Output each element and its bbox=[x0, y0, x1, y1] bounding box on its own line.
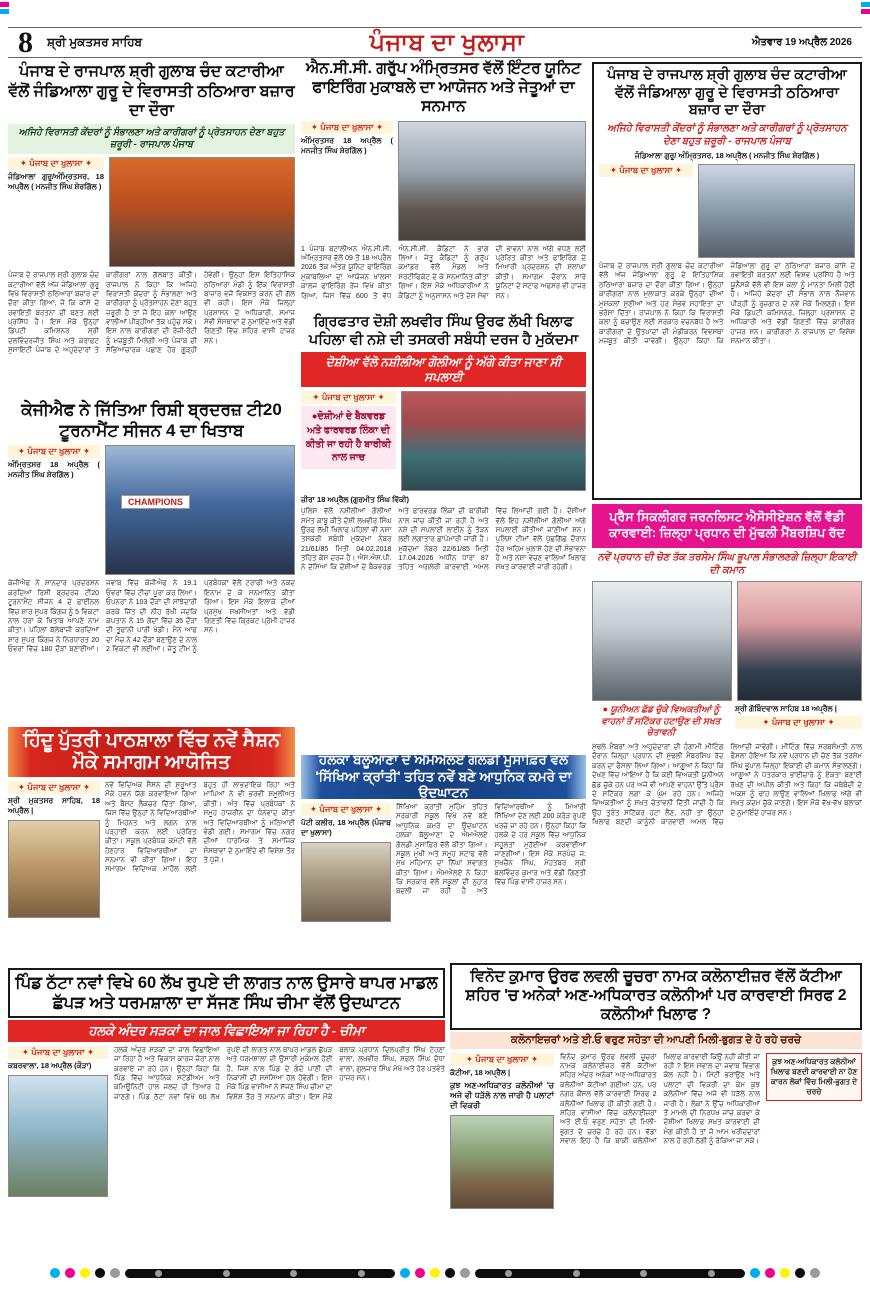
article-subhead: ਅਜਿਹੇ ਵਿਰਾਸਤੀ ਕੇਂਦਰਾਂ ਨੂੰ ਸੰਭਾਲਣਾ ਅਤੇ ਕਾਰੀਗਰਾਂ ਨੂੰ ਪ੍ਰੋਤਸਾਹਨ ਦੇਣਾ ਬਹੁਤ ਜ਼ਰੂਰੀ - ਰਾਜਪਾਲ ਪੰਜਾਬ bbox=[607, 123, 847, 148]
article-headline: ਗ੍ਰਿਫਤਾਰ ਦੋਸ਼ੀ ਲਖਵੀਰ ਸਿੰਘ ਉਰਫ ਲੱਖੀ ਖਿਲਾਫ ਪਹਿਲਾ ਵੀ ਨਸ਼ੇ ਦੀ ਤਸਕਰੀ ਸਬੰਧੀ ਦਰਜ ਹੈ ਮੁਕੱਦਮਾ bbox=[308, 314, 579, 348]
reg-dot-gray bbox=[460, 1268, 470, 1278]
reg-dot-yellow bbox=[430, 1268, 440, 1278]
masthead bbox=[8, 27, 862, 58]
article-headline: ਵਿਨੋਦ ਕੁਮਾਰ ਉਰਫ ਲਵਲੀ ਚੂਚਰਾ ਨਾਮਕ ਕਲੋਨਾਈਜ਼ਰ ਵੱਲੋਂ ਕੱਟੀਆ ਸ਼ਹਿਰ 'ਚ ਅਨੇਕਾਂ ਅਣ-ਅਧਿਕਾਰਤ ਕਲੋਨੀਆਂ ਪਰ ਕਾਰਵਾਈ ਸਿਰਫ 2 ਕਲੋਨੀਆਂ ਖਿਲਾਫ ? bbox=[450, 963, 862, 1030]
article-photo-stage bbox=[109, 157, 295, 267]
article-subhead: ਨਵੇਂ ਪ੍ਰਧਾਨ ਦੀ ਚੋਣ ਤੱਕ ਤਰਸੇਮ ਸਿੰਘ ਭੂਪਾਲ ਸੰਭਾਲਣਗੇ ਜ਼ਿਲ੍ਹਾ ਇਕਾਈ ਦੀ ਕਮਾਨ bbox=[597, 552, 857, 576]
reg-dot-magenta bbox=[65, 1268, 75, 1278]
article-body: ਹਲਕੇ ਅੰਦਰ ਸੜਕਾਂ ਦਾ ਜਾਲ ਵਿਛਾਇਆ ਜਾ ਰਿਹਾ ਹੈ ਅਤੇ ਵਿਕਾਸ ਕਾਰਜ ਜ਼ੋਰਾਂ ਨਾਲ ਕਰਵਾਏ ਜਾ ਰਹੇ ਹਨ। ਉਨ੍ਹਾਂ ਕਿਹਾ ਕਿ ਪਿੰਡ ਵਿੱਚ ਆਧੁਨਿਕ ਸਟੇਡੀਅਮ ਅਤੇ ਕਮਿਊਨਿਟੀ ਹਾਲ ਜਲਦ ਹੀ ਤਿਆਰ ਹੋ ਜਾਣਗੇ। ਪਿੰਡ ਠੱਟਾ ਨਵਾਂ ਵਿਖੇ 60 ਲੱਖ ਰੁਪਏ ਦੀ ਲਾਗਤ ਨਾਲ ਥਾਪਰ ਮਾਡਲ ਛੱਪੜ ਅਤੇ ਧਰਮਸ਼ਾਲਾ ਦੀ ਉਸਾਰੀ ਮੁਕੰਮਲ ਹੋਈ ਹੈ, ਜਿਸ ਨਾਲ ਪਿੰਡ ਦੇ ਗੰਦੇ ਪਾਣੀ ਦੀ ਨਿਕਾਸੀ ਦੀ ਸਮੱਸਿਆ ਹੱਲ ਹੋਵੇਗੀ। ਇਸ ਮੌਕੇ ਪਿੰਡ ਵਾਸੀਆਂ ਨੇ ਸੱਜਣ ਸਿੰਘ ਚੀਮਾ ਦਾ ਵਿਸ਼ੇਸ਼ ਤੌਰ ਤੇ ਸਨਮਾਨ ਕੀਤਾ। ਇਸ ਮੌਕੇ ਬਲਾਕ ਪ੍ਰਧਾਨ ਦਿਲਪ੍ਰੀਤ ਸਿੰਘ ਟੇਹਣਾ ਵਾਲਾ, ਲਖਵੀਰ ਸਿੰਘ, ਸਫਲ ਸਿੰਘ ਦੋਧਾ ਵਾਲਾ, ਗੁਲਜਾਰ ਸਿੰਘ ਮੋਖੇ ਅਤੇ ਹੋਰ ਪਤਵੰਤੇ ਹਾਜ਼ਰ ਸਨ। bbox=[114, 1046, 445, 1101]
reg-dot-cyan bbox=[400, 1268, 410, 1278]
article-byline: ਪੱਟੀ ਕਲੀਰ, 18 ਅਪ੍ਰੈਲ (ਪੰਜਾਬ ਦਾ ਖੁਲਾਸਾ) bbox=[301, 818, 391, 837]
article-strip-subhead: ਕਲੋਨਾਇਜ਼ਰਾਂ ਅਤੇ ਈ.ਓ ਵਰੁਣ ਸਹੋਤਾ ਦੀ ਆਪਣੀ ਮਿਲੀ-ਭੁਗਤ ਦੇ ਹੋ ਰਹੇ ਚਰਚੇ bbox=[450, 1032, 862, 1049]
article-body: ਪੰਜਾਬ ਦੇ ਰਾਜਪਾਲ ਸ਼੍ਰੀ ਗੁਲਾਬ ਚੰਦ ਕਟਾਰੀਆ ਵੱਲੋਂ ਅੱਜ ਜੰਡਿਆਲਾ ਗੁਰੂ ਵਿਖੇ ਵਿਰਾਸਤੀ ਠਠਿਆਰਾ ਬਜ਼ਾਰ ਦਾ ਦੌਰਾ ਕੀਤਾ ਗਿਆ, ਜੋ ਕਿ ਕਾਂਸੇ ਦੇ ਰਵਾਇਤੀ ਬਰਤਨਾਂ ਦੀ ਬਣਤ ਲਈ ਪ੍ਰਸਿੱਧ ਹੈ। ਇਸ ਮੌਕੇ ਉਨ੍ਹਾਂ ਡਿਪਟੀ ਕਮਿਸ਼ਨਰ ਸ਼੍ਰੀ ਦਲਵਿੰਦਰਜੀਤ ਸਿੰਘ ਅਤੇ ਕਰਾਫਟ ਸੁਸਾਇਟੀ ਪੰਜਾਬ ਦੇ ਅਹੁਦੇਦਾਰਾਂ ਤੇ ਕਾਰੀਗਰਾਂ ਨਾਲ ਗੱਲਬਾਤ ਕੀਤੀ। ਰਾਜਪਾਲ ਨੇ ਕਿਹਾ ਕਿ ਅਜਿਹੇ ਵਿਰਾਸਤੀ ਕੇਂਦਰਾਂ ਨੂੰ ਸੰਭਾਲਣਾ ਅਤੇ ਕਾਰੀਗਰਾਂ ਨੂੰ ਪ੍ਰੋਤਸਾਹਨ ਦੇਣਾ ਬਹੁਤ ਜ਼ਰੂਰੀ ਹੈ ਤਾਂ ਜੋ ਇਹ ਕਲਾ ਆਉਣ ਵਾਲੀਆਂ ਪੀੜ੍ਹੀਆਂ ਤੱਕ ਪਹੁੰਚ ਸਕੇ। ਇਸ ਨਾਲ ਕਾਰੀਗਰਾਂ ਦੀ ਰੋਜ਼ੀ-ਰੋਟੀ ਨੂੰ ਮਜ਼ਬੂਤੀ ਮਿਲੇਗੀ ਅਤੇ ਪੰਜਾਬ ਦੀ ਸੱਭਿਆਚਾਰਕ ਪਛਾਣ ਹੋਰ ਗੂੜ੍ਹੀ ਹੋਵੇਗੀ। ਉਨ੍ਹਾਂ ਇਸ ਇਤਿਹਾਸਿਕ ਠਠਿਆਰਾ ਮੰਡੀ ਨੂੰ ਇੱਕ ਵਿਰਾਸਤੀ ਬਾਜ਼ਾਰ ਵਜੋਂ ਵਿਕਸਤ ਕਰਨ ਦੀ ਗੱਲ ਵੀ ਕਹੀ। ਇਸ ਮੌਕੇ ਜ਼ਿਲ੍ਹਾ ਪ੍ਰਸ਼ਾਸਨ ਦੇ ਅਧਿਕਾਰੀ, ਸਮਾਜ ਸੇਵੀ ਸੰਸਥਾਵਾਂ ਦੇ ਨੁਮਾਇੰਦੇ ਅਤੇ ਵੱਡੀ ਗਿਣਤੀ ਵਿੱਚ ਸ਼ਹਿਰ ਵਾਸੀ ਹਾਜ਼ਰ ਸਨ। bbox=[8, 272, 295, 355]
article-photo-portrait bbox=[737, 581, 862, 701]
article-photo-cadets bbox=[398, 121, 586, 241]
reg-bar bbox=[475, 1269, 745, 1278]
article-byline: ਕੱਟੀਆ, 18 ਅਪ੍ਰੈਲ | bbox=[450, 1067, 511, 1077]
article-pathshala bbox=[8, 727, 295, 963]
article-village-pond bbox=[8, 968, 445, 1258]
article-subhead: ਅਜਿਹੇ ਵਿਰਾਸਤੀ ਕੇਂਦਰਾਂ ਨੂੰ ਸੰਭਾਲਣਾ ਅਤੇ ਕਾਰੀਗਰਾਂ ਨੂੰ ਪ੍ਰੋਤਸਾਹਨ ਦੇਣਾ ਬਹੁਤ ਜ਼ਰੂਰੀ - ਰਾਜਪਾਲ ਪੰਜਾਬ bbox=[8, 124, 295, 155]
article-mla-classroom bbox=[301, 751, 586, 960]
article-photo-car bbox=[592, 581, 732, 701]
article-strip-subhead: ਹਲਕੇ ਅੰਦਰ ਸੜਕਾਂ ਦਾ ਜਾਲ ਵਿਛਾਇਆ ਜਾ ਰਿਹਾ ਹੈ - ਚੀਮਾ bbox=[8, 1020, 445, 1042]
article-photo-felicitation bbox=[301, 842, 391, 922]
reg-dot-yellow bbox=[780, 1268, 790, 1278]
print-mark bbox=[0, 2, 9, 7]
article-photo-police bbox=[401, 391, 586, 491]
article-note-box: ਕੁਝ ਅਣ-ਅਧਿਕਾਰਤ ਕਲੋਨੀਆਂ ਖਿਲਾਫ ਬਣਦੀ ਕਾਰਵਾਈ ਨਾ ਹੋਣ ਕਾਰਨ ਲੋਕਾਂ ਵਿੱਚ ਮਿਲੀ-ਭੁਗਤ ਦੇ ਚਰਚੇ bbox=[766, 1053, 862, 1101]
article-drug-case bbox=[301, 314, 586, 746]
article-byline: ਜੰਡਿਆਲਾ ਗੁਰੂ/ ਅੰਮ੍ਰਿਤਸਰ, 18 ਅਪ੍ਰੈਲ ( ਮਨਜੀਤ ਸਿੰਘ ਸ਼ੇਰਗਿੱਲ ) bbox=[634, 151, 820, 161]
edition-name: ਸ਼੍ਰੀ ਮੁਕਤਸਰ ਸਾਹਿਬ bbox=[47, 35, 143, 49]
article-bullet-box: ●ਦੋਸ਼ੀਆਂ ਦੇ ਬੈਕਵਰਡ ਅਤੇ ਫਾਰਵਰਡ ਲਿੰਕਾ ਦੀ ਕੀਤੀ ਜਾ ਰਹੀ ਹੈ ਬਾਰੀਕੀ ਨਾਲ ਜਾਚ bbox=[301, 406, 396, 469]
print-mark bbox=[0, 9, 9, 14]
article-governor-left bbox=[8, 62, 295, 398]
article-byline: ਅੰਮ੍ਰਿਤਸਰ 18 ਅਪ੍ਰੈਲ ( ਮਨਜੀਤ ਸਿੰਘ ਸ਼ੇਰਗਿੱਲ ) bbox=[301, 135, 393, 155]
article-photo-excavator bbox=[450, 1115, 554, 1209]
article-byline: ਅੰਮ੍ਰਿਤਸਰ 18 ਅਪ੍ਰੈਲ ( ਮਨਜੀਤ ਸਿੰਘ ਸ਼ੇਰਗਿੱਲ ) bbox=[8, 460, 100, 480]
article-press-association bbox=[592, 504, 862, 960]
article-body: ਪੰਜਾਬ ਦੇ ਰਾਜਪਾਲ ਸ਼੍ਰੀ ਗੁਲਾਬ ਚੰਦ ਕਟਾਰੀਆ ਵੱਲੋਂ ਅੱਜ ਜੰਡਿਆਲਾ ਗੁਰੂ ਦੇ ਇਤਿਹਾਸਿਕ ਠਠਿਆਰਾ ਬਜ਼ਾਰ ਦਾ ਦੌਰਾ ਕੀਤਾ ਗਿਆ। ਉਨ੍ਹਾਂ ਕਾਰੀਗਰਾਂ ਨਾਲ ਮੁਲਾਕਾਤ ਕਰਕੇ ਉਨ੍ਹਾਂ ਦੀਆਂ ਮੁਸ਼ਕਲਾਂ ਸੁਣੀਆਂ ਅਤੇ ਹਰ ਸੰਭਵ ਸਹਾਇਤਾ ਦਾ ਭਰੋਸਾ ਦਿੱਤਾ। ਰਾਜਪਾਲ ਨੇ ਕਿਹਾ ਕਿ ਵਿਰਾਸਤੀ ਕਲਾ ਨੂੰ ਬਚਾਉਣ ਲਈ ਸਰਕਾਰ ਵਚਨਬੱਧ ਹੈ ਅਤੇ ਕਾਰੀਗਰਾਂ ਦੇ ਉਤਪਾਦਾਂ ਦੀ ਮੰਡੀਕਰਨ ਵਿਵਸਥਾ ਮਜ਼ਬੂਤ ਕੀਤੀ ਜਾਵੇਗੀ। ਉਨ੍ਹਾਂ ਕਿਹਾ ਕਿ ਜੰਡਿਆਲਾ ਗੁਰੂ ਦਾ ਠਠਿਆਰਾ ਬਜ਼ਾਰ ਕਾਂਸੇ ਦੇ ਰਵਾਇਤੀ ਬਰਤਨਾਂ ਲਈ ਵਿਸ਼ਵ ਪ੍ਰਸਿੱਧ ਹੈ ਅਤੇ ਯੂਨੈਸਕੋ ਵੱਲੋਂ ਵੀ ਇਸ ਕਲਾ ਨੂੰ ਮਾਨਤਾ ਮਿਲੀ ਹੋਈ ਹੈ। ਅਜਿਹੇ ਕੇਂਦਰਾਂ ਦੀ ਸੰਭਾਲ ਨਾਲ ਨੌਜਵਾਨ ਪੀੜ੍ਹੀ ਨੂੰ ਰੁਜ਼ਗਾਰ ਦੇ ਨਵੇਂ ਮੌਕੇ ਮਿਲਣਗੇ। ਇਸ ਮੌਕੇ ਡਿਪਟੀ ਕਮਿਸ਼ਨਰ, ਜ਼ਿਲ੍ਹਾ ਪ੍ਰਸ਼ਾਸਨ ਦੇ ਅਧਿਕਾਰੀ ਅਤੇ ਵੱਡੀ ਗਿਣਤੀ ਵਿੱਚ ਕਾਰੀਗਰ ਹਾਜ਼ਰ ਸਨ। ਕਾਰੀਗਰਾਂ ਨੇ ਰਾਜਪਾਲ ਦਾ ਵਿਸ਼ੇਸ਼ ਸਨਮਾਨ ਕੀਤਾ। bbox=[599, 263, 855, 346]
article-body: ਪੁਲਿਸ ਵੱਲੋਂ ਨਸ਼ੀਲੀਆਂ ਗੋਲੀਆਂ ਸਮੇਤ ਕਾਬੂ ਕੀਤੇ ਦੋਸ਼ੀ ਲਖਵੀਰ ਸਿੰਘ ਉਰਫ ਲੱਖੀ ਖਿਲਾਫ ਪਹਿਲਾਂ ਵੀ ਨਸ਼ਾ ਤਸਕਰੀ ਸਬੰਧੀ ਮੁਕੱਦਮਾ ਨੰਬਰ 21/61/85 ਮਿਤੀ 04.02.2018 ਤਹਿਤ ਕੇਸ ਦਰਜ ਹੈ। ਐਸ.ਐਸ.ਪੀ. ਨੇ ਦੱਸਿਆ ਕਿ ਦੋਸ਼ੀਆਂ ਦੇ ਬੈਕਵਰਡ ਅਤੇ ਫਾਰਵਰਡ ਲਿੰਕਾਂ ਦੀ ਬਾਰੀਕੀ ਨਾਲ ਜਾਂਚ ਕੀਤੀ ਜਾ ਰਹੀ ਹੈ ਅਤੇ ਨਸ਼ੇ ਦੀ ਸਪਲਾਈ ਲਾਈਨ ਨੂੰ ਤੋੜਨ ਲਈ ਲਗਾਤਾਰ ਛਾਪੇਮਾਰੀ ਜਾਰੀ ਹੈ। ਮੁਕੱਦਮਾ ਨੰਬਰ 22/61/85 ਮਿਤੀ 17.04.2026 ਅਧੀਨ ਧਾਰਾ 87 ਤਹਿਤ ਅਗਲੇਰੀ ਕਾਰਵਾਈ ਅਮਲ ਵਿੱਚ ਲਿਆਂਦੀ ਗਈ ਹੈ। ਦੋਸ਼ੀਆਂ ਵੱਲੋਂ ਇਹ ਨਸ਼ੀਲੀਆਂ ਗੋਲੀਆਂ ਅੱਗੇ ਸਪਲਾਈ ਕੀਤੀਆਂ ਜਾਣੀਆਂ ਸਨ। ਪੁਲਿਸ ਟੀਮਾਂ ਵੱਲੋਂ ਪੁੱਛਗਿੱਛ ਦੌਰਾਨ ਹੋਰ ਅਹਿਮ ਖੁਲਾਸੇ ਹੋਣ ਦੀ ਸੰਭਾਵਨਾ ਹੈ ਅਤੇ ਨਸ਼ਾ ਵੇਚਣ ਵਾਲਿਆਂ ਖਿਲਾਫ ਸਖ਼ਤ ਕਾਰਵਾਈ ਜਾਰੀ ਰਹੇਗੀ। bbox=[301, 508, 586, 572]
article-body: ਸਿੱਖਿਆ ਕ੍ਰਾਂਤੀ ਮੁਹਿੰਮ ਤਹਿਤ ਸਰਕਾਰੀ ਸਕੂਲ ਵਿਖੇ ਨਵੇਂ ਬਣੇ ਆਧੁਨਿਕ ਕਮਰੇ ਦਾ ਉਦਘਾਟਨ ਹਲਕਾ ਬੱਲੂਆਣਾ ਦੇ ਐਮਐਲਏ ਗੋਲਡੀ ਮੁਸਾਫ਼ਿਰ ਵੱਲੋਂ ਕੀਤਾ ਗਿਆ। ਸਕੂਲ ਮੁਖੀ ਅਤੇ ਸਮੂਹ ਸਟਾਫ ਵੱਲੋਂ ਮੁੱਖ ਮਹਿਮਾਨ ਦਾ ਨਿੱਘਾ ਸਵਾਗਤ ਕੀਤਾ ਗਿਆ। ਐਮਐਲਏ ਨੇ ਕਿਹਾ ਕਿ ਸਰਕਾਰ ਵੱਲੋਂ ਸਕੂਲਾਂ ਦੀ ਨੁਹਾਰ ਬਦਲੀ ਜਾ ਰਹੀ ਹੈ ਅਤੇ ਵਿਦਿਆਰਥੀਆਂ ਨੂੰ ਮਿਆਰੀ ਸਿੱਖਿਆ ਦੇਣ ਲਈ 200 ਕਰੋੜ ਰੁਪਏ ਖਰਚੇ ਜਾ ਰਹੇ ਹਨ। ਉਨ੍ਹਾਂ ਕਿਹਾ ਕਿ ਹਲਕੇ ਦੇ ਹਰ ਸਕੂਲ ਵਿੱਚ ਆਧੁਨਿਕ ਸਹੂਲਤਾਂ ਮੁਹੱਈਆ ਕਰਵਾਈਆਂ ਜਾਣਗੀਆਂ। ਇਸ ਮੌਕੇ ਸਰਪੰਚ ਜ: ਸੁਖਚੈਨ ਸਿੰਘ, ਮੋਹਤਬਰ ਸ਼੍ਰੀ ਬਲਵਿੰਦਰ ਕੁਮਾਰ ਅਤੇ ਵੱਡੀ ਗਿਣਤੀ ਵਿੱਚ ਪਿੰਡ ਵਾਸੀ ਹਾਜ਼ਰ ਸਨ। bbox=[396, 804, 586, 896]
reg-dot-gray bbox=[110, 1268, 120, 1278]
article-banner-headline: ਪ੍ਰੈਸ ਸਿਕਲੀਗਰ ਜਰਨਲਿਸਟ ਐਸੋਸੀਏਸ਼ਨ ਵੱਲੋਂ ਵੱਡੀ ਕਾਰਵਾਈ: ਜ਼ਿਲ੍ਹਾ ਪ੍ਰਧਾਨ ਦੀ ਮੁੱਢਲੀ ਮੈਂਬਰਸ਼ਿਪ ਰੱਦ bbox=[592, 504, 862, 548]
press-tag: ✦ ਪੰਜਾਬ ਦਾ ਖੁਲਾਸਾ ✦ bbox=[8, 157, 104, 170]
article-photo-officials bbox=[698, 164, 855, 258]
press-tag: ✦ ਪੰਜਾਬ ਦਾ ਖੁਲਾਸਾ ✦ bbox=[8, 781, 100, 794]
registration-marks bbox=[8, 1266, 862, 1280]
press-tag: ✦ ਪੰਜਾਬ ਦਾ ਖੁਲਾਸਾ ✦ bbox=[8, 1046, 108, 1059]
press-tag: ✦ ਪੰਜਾਬ ਦਾ ਖੁਲਾਸਾ ✦ bbox=[450, 1053, 554, 1066]
article-body: ਮੁੱਢਲੇ ਮੈਂਬਰਾਂ ਅਤੇ ਅਹੁਦੇਦਾਰਾਂ ਦੀ ਹੰਗਾਮੀ ਮੀਟਿੰਗ ਦੌਰਾਨ ਜ਼ਿਲ੍ਹਾ ਪ੍ਰਧਾਨ ਦੀ ਮੁੱਢਲੀ ਮੈਂਬਰਸ਼ਿਪ ਰੱਦ ਕਰਨ ਦਾ ਫੈਸਲਾ ਲਿਆ ਗਿਆ। ਆਗੂਆਂ ਨੇ ਕਿਹਾ ਕਿ ਦੇਖਣ ਵਿੱਚ ਆਇਆ ਹੈ ਕਿ ਕਈ ਵਿਅਕਤੀ ਯੂਨੀਅਨ ਛੱਡ ਚੁੱਕੇ ਹਨ ਪਰ ਅਜੇ ਵੀ ਆਪਣੇ ਵਾਹਨਾਂ ਉੱਤੇ ਪ੍ਰੈਸ ਦੇ ਸਟਿੱਕਰ ਲਗਾ ਕੇ ਘੁੰਮ ਰਹੇ ਹਨ। ਅਜਿਹੇ ਵਿਅਕਤੀਆਂ ਨੂੰ ਸਖ਼ਤ ਚੇਤਾਵਨੀ ਦਿੱਤੀ ਜਾਂਦੀ ਹੈ ਕਿ ਉਹ ਤੁਰੰਤ ਸਟਿੱਕਰ ਹਟਾ ਲੈਣ, ਨਹੀਂ ਤਾਂ ਉਨ੍ਹਾਂ ਖਿਲਾਫ ਬਣਦੀ ਕਾਨੂੰਨੀ ਕਾਰਵਾਈ ਅਮਲ ਵਿੱਚ ਲਿਆਂਦੀ ਜਾਵੇਗੀ। ਮੀਟਿੰਗ ਵਿੱਚ ਸਰਬਸੰਮਤੀ ਨਾਲ ਫੈਸਲਾ ਹੋਇਆ ਕਿ ਨਵੇਂ ਪ੍ਰਧਾਨ ਦੀ ਚੋਣ ਤੱਕ ਤਰਸੇਮ ਸਿੰਘ ਭੂਪਾਲ ਜ਼ਿਲ੍ਹਾ ਇਕਾਈ ਦੀ ਕਮਾਨ ਸੰਭਾਲਣਗੇ। ਆਗੂਆਂ ਨੇ ਪੱਤਰਕਾਰ ਭਾਈਚਾਰੇ ਨੂੰ ਏਕਤਾ ਬਣਾਈ ਰੱਖਣ ਦੀ ਅਪੀਲ ਕੀਤੀ ਅਤੇ ਕਿਹਾ ਕਿ ਜਥੇਬੰਦੀ ਦੇ ਅਕਸ ਨੂੰ ਢਾਹ ਲਾਉਣ ਵਾਲਿਆਂ ਖਿਲਾਫ ਅੱਗੇ ਵੀ ਸਖ਼ਤ ਕਦਮ ਚੁੱਕੇ ਜਾਣਗੇ। ਇਸ ਮੌਕੇ ਵੱਖ-ਵੱਖ ਬਲਾਕਾਂ ਦੇ ਨੁਮਾਇੰਦੇ ਹਾਜ਼ਰ ਸਨ। bbox=[592, 744, 862, 827]
article-banner-headline: ਹਲਕਾ ਬੱਲੂਆਣਾ ਦੇ ਐਮਐਲਏ ਗੋਲਡੀ ਮੁਸਾਫ਼ਿਰ ਵੱਲੋਂ 'ਸਿੱਖਿਆ ਕ੍ਰਾਂਤੀ' ਤਹਿਤ ਨਵੇਂ ਬਣੇ ਆਧੁਨਿਕ ਕਮਰੇ ਦਾ ਉਦਘਾਟਨ bbox=[301, 755, 586, 799]
photo-caption: ● ਯੂਨੀਅਨ ਛੱਡ ਚੁੱਕੇ ਵਿਅਕਤੀਆਂ ਨੂੰ ਵਾਹਨਾਂ ਤੋਂ ਸਟਿੱਕਰ ਹਟਾਉਣ ਦੀ ਸਖਤ ਚੇਤਾਵਨੀ bbox=[601, 704, 721, 738]
article-body: ਨਵੇਂ ਵਿਦਿਅਕ ਸੈਸ਼ਨ ਦੀ ਸ਼ੁਰੂਆਤ ਮੌਕੇ ਹਵਨ ਯੱਗ ਕਰਵਾਇਆ ਗਿਆ ਅਤੇ ਬੈਸਟ ਲੈਕਚਰ ਦਿੱਤਾ ਗਿਆ, ਜਿਸ ਵਿੱਚ ਉਨ੍ਹਾਂ ਨੇ ਵਿਦਿਆਰਥੀਆਂ ਨੂੰ ਮਿਹਨਤ ਅਤੇ ਲਗਨ ਨਾਲ ਪੜ੍ਹਾਈ ਕਰਨ ਲਈ ਪ੍ਰੇਰਿਤ ਕੀਤਾ। ਸਕੂਲ ਪ੍ਰਬੰਧਕ ਕਮੇਟੀ ਵੱਲੋਂ ਹੋਣਹਾਰ ਵਿਦਿਆਰਥੀਆਂ ਦਾ ਸਨਮਾਨ ਵੀ ਕੀਤਾ ਗਿਆ। ਇਹ ਸਮਾਗਮ ਵਿਦਿਅਕ ਮਾਹੌਲ ਲਈ ਬਹੁਤ ਹੀ ਲਾਭਦਾਇਕ ਰਿਹਾ ਅਤੇ ਮਾਪਿਆਂ ਨੇ ਵੀ ਭਰਵੀਂ ਸ਼ਮੂਲੀਅਤ ਕੀਤੀ। ਅੰਤ ਵਿੱਚ ਪ੍ਰਬੰਧਕਾਂ ਨੇ ਸਮੂਹ ਹਾਜ਼ਰੀਨ ਦਾ ਧੰਨਵਾਦ ਕੀਤਾ ਅਤੇ ਵਿਦਿਆਰਥੀਆਂ ਨੂੰ ਮਠਿਆਈ ਵੰਡੀ ਗਈ। ਸਮਾਗਮ ਵਿੱਚ ਨਗਰ ਦੀਆਂ ਧਾਰਮਿਕ ਤੇ ਸਮਾਜਿਕ ਸੰਸਥਾਵਾਂ ਦੇ ਨੁਮਾਇੰਦੇ ਵੀ ਵਿਸ਼ੇਸ਼ ਤੌਰ ਤੇ ਪੁੱਜੇ। bbox=[105, 782, 295, 874]
article-byline: ਜੰਡਿਆਲਾ ਗੁਰੂ/ਅੰਮ੍ਰਿਤਸਰ, 18 ਅਪ੍ਰੈਲ ( ਮਨਜੀਤ ਸਿੰਘ ਸ਼ੇਰਗਿੱਲ ) bbox=[8, 172, 104, 192]
reg-dot-yellow bbox=[80, 1268, 90, 1278]
issue-date: ਐਤਵਾਰ 19 ਅਪ੍ਰੈਲ 2026 bbox=[751, 37, 852, 48]
article-banner-headline: ਹਿੰਦੂ ਪੁੱਤਰੀ ਪਾਠਸ਼ਾਲਾ ਵਿੱਚ ਨਵੇਂ ਸੈਸ਼ਨ ਮੌਕੇ ਸਮਾਗਮ ਆਯੋਜਿਤ bbox=[8, 727, 295, 777]
press-tag: ✦ ਪੰਜਾਬ ਦਾ ਖੁਲਾਸਾ ✦ bbox=[301, 391, 396, 404]
reg-bar bbox=[125, 1269, 395, 1278]
article-photo-team bbox=[105, 445, 295, 575]
paper-title: ਪੰਜਾਬ ਦਾ ਖੁਲਾਸਾ bbox=[369, 28, 525, 56]
article-headline: ਕੇਜੀਐਫ ਨੇ ਜਿੱਤਿਆ ਰਿਸ਼ੀ ਬ੍ਰਦਰਜ਼ ਟੀ20 ਟੂਰਨਾਮੈਂਟ ਸੀਜਨ 4 ਦਾ ਖਿਤਾਬ bbox=[21, 400, 282, 440]
article-byline: ਕਬਰਵਾਲਾ, 18 ਅਪ੍ਰੈਲ (ਕੌੜਾ) bbox=[8, 1060, 92, 1070]
article-headline: ਪੰਜਾਬ ਦੇ ਰਾਜਪਾਲ ਸ਼੍ਰੀ ਗੁਲਾਬ ਚੰਦ ਕਟਾਰੀਆ ਵੱਲੋਂ ਜੰਡਿਆਲਾ ਗੁਰੂ ਦੇ ਵਿਰਾਸਤੀ ਠਠਿਆਰਾ ਬਜ਼ਾਰ ਦਾ ਦੌਰਾ bbox=[607, 67, 847, 119]
reg-dot-cyan bbox=[750, 1268, 760, 1278]
article-t20 bbox=[8, 400, 295, 724]
article-ncc bbox=[301, 60, 586, 312]
article-governor-right bbox=[592, 62, 862, 500]
press-tag: ✦ ਪੰਜਾਬ ਦਾ ਖੁਲਾਸਾ ✦ bbox=[8, 445, 100, 458]
article-byline: ਜ਼ੀਰਾ 18 ਅਪ੍ਰੈਲ (ਗੁਰਮੀਤ ਸਿੰਘ ਵਿੱਕੀ) bbox=[301, 495, 410, 505]
article-photo-pond bbox=[8, 1075, 108, 1197]
article-body: ਵਿਨੋਦ ਕੁਮਾਰ ਉਰਫ ਲਵਲੀ ਚੂਚਰਾ ਨਾਮਕ ਕਲੋਨਾਈਜ਼ਰ ਵੱਲੋਂ ਕੱਟੀਆ ਸ਼ਹਿਰ ਅੰਦਰ ਅਨੇਕਾਂ ਅਣ-ਅਧਿਕਾਰਤ ਕਲੋਨੀਆਂ ਕੱਟੀਆਂ ਗਈਆਂ ਹਨ, ਪਰ ਨਗਰ ਕੌਂਸਲ ਵੱਲੋਂ ਕਾਰਵਾਈ ਸਿਰਫ 2 ਕਲੋਨੀਆਂ ਖਿਲਾਫ ਹੀ ਕੀਤੀ ਗਈ ਹੈ। ਸ਼ਹਿਰ ਵਾਸੀਆਂ ਵਿੱਚ ਕਲੋਨਾਈਜ਼ਰਾਂ ਅਤੇ ਈ.ਓ ਵਰੁਣ ਸਹੋਤਾ ਦੀ ਮਿਲੀ-ਭੁਗਤ ਦੇ ਚਰਚੇ ਹੋ ਰਹੇ ਹਨ। ਵੱਡਾ ਸਵਾਲ ਇਹ ਹੈ ਕਿ ਬਾਕੀ ਕਲੋਨੀਆਂ ਖਿਲਾਫ ਕਾਰਵਾਈ ਕਿਉਂ ਨਹੀਂ ਕੀਤੀ ਜਾ ਰਹੀ ? ਇਸ ਸਵਾਲ ਦਾ ਜਵਾਬ ਵਿਭਾਗ ਕੋਲ ਨਹੀਂ ਹੈ। ਮਿੱਟੀ ਭਰਾਉਣ ਅਤੇ ਪਲਾਟਾਂ ਦੀ ਵਿਕਰੀ ਦਾ ਕੰਮ ਕੁਝ ਕਲੋਨੀਆਂ ਵਿੱਚ ਅਜੇ ਵੀ ਧੜੱਲੇ ਨਾਲ ਜਾਰੀ ਹੈ। ਲੋਕਾਂ ਨੇ ਉੱਚ ਅਧਿਕਾਰੀਆਂ ਤੋਂ ਮਾਮਲੇ ਦੀ ਨਿਰਪੱਖ ਜਾਂਚ ਕਰਵਾ ਕੇ ਦੋਸ਼ੀਆਂ ਖਿਲਾਫ ਸਖ਼ਤ ਕਾਰਵਾਈ ਦੀ ਮੰਗ ਕੀਤੀ ਹੈ ਤਾਂ ਜੋ ਆਮ ਖਰੀਦਦਾਰਾਂ ਨਾਲ ਹੋ ਰਹੀ ਠੱਗੀ ਨੂੰ ਰੋਕਿਆ ਜਾ ਸਕੇ। bbox=[560, 1053, 760, 1146]
article-byline: ਸ਼੍ਰੀ ਮੁਕਤਸਰ ਸਾਹਿਬ, 18 ਅਪ੍ਰੈਲ | bbox=[8, 796, 100, 815]
article-byline: ਸ਼੍ਰੀ ਗੋਬਿੰਦਵਾਲ ਸਾਹਿਬ 18 ਅਪ੍ਰੈਲ | bbox=[735, 704, 837, 713]
reg-dot-black bbox=[95, 1268, 105, 1278]
page-number: 8 bbox=[18, 25, 33, 59]
reg-dot-magenta bbox=[765, 1268, 775, 1278]
press-tag: ✦ ਪੰਜਾਬ ਦਾ ਖੁਲਾਸਾ ✦ bbox=[735, 716, 862, 729]
article-strip-subhead: ਦੋਸ਼ੀਆ ਵੱਲੋ ਨਸ਼ੀਲੀਆ ਗੋਲੀਆ ਨੂੰ ਅੱਗੇ ਕੀਤਾ ਜਾਣਾ ਸੀ ਸਪਲਾਈ bbox=[301, 352, 586, 387]
article-headline: ਪਿੰਡ ਠੱਟਾ ਨਵਾਂ ਵਿਖੇ 60 ਲੱਖ ਰੁਪਏ ਦੀ ਲਾਗਤ ਨਾਲ ਉਸਾਰੇ ਥਾਪਰ ਮਾਡਲ ਛੱਪੜ ਅਤੇ ਧਰਮਸ਼ਾਲਾ ਦਾ ਸੱਜਣ ਸਿੰਘ ਚੀਮਾ ਵੱਲੋਂ ਉਦਘਾਟਨ bbox=[8, 968, 445, 1018]
article-body: 1 ਪੰਜਾਬ ਬਟਾਲੀਅਨ ਐਨ.ਸੀ.ਸੀ. ਅੰਮ੍ਰਿਤਸਰ ਵੱਲੋਂ 09 ਤੋਂ 18 ਅਪ੍ਰੈਲ 2026 ਤੱਕ ਅੰਤਰ ਯੂਨਿਟ ਫਾਇਰਿੰਗ ਮੁਕਾਬਲਿਆਂ ਦਾ ਆਯੋਜਨ ਖਾਲਸਾ ਕਾਲਜ ਫਾਇਰਿੰਗ ਰੇਂਜ ਵਿਖੇ ਕੀਤਾ ਗਿਆ, ਜਿਸ ਵਿੱਚ 600 ਤੋਂ ਵੱਧ ਐਨ.ਸੀ.ਸੀ. ਕੈਡਿਟਾਂ ਨੇ ਭਾਗ ਲਿਆ। ਜੇਤੂ ਕੈਡਿਟਾਂ ਨੂੰ ਗਰੁੱਪ ਕਮਾਂਡਰ ਵੱਲੋਂ ਮੈਡਲ ਅਤੇ ਸਰਟੀਫਿਕੇਟ ਦੇ ਕੇ ਸਨਮਾਨਿਤ ਕੀਤਾ ਗਿਆ। ਇਸ ਮੌਕੇ ਅਧਿਕਾਰੀਆਂ ਨੇ ਕੈਡਿਟਾਂ ਨੂੰ ਅਨੁਸ਼ਾਸਨ ਅਤੇ ਦੇਸ਼ ਸੇਵਾ ਦੀ ਭਾਵਨਾ ਨਾਲ ਅੱਗੇ ਵਧਣ ਲਈ ਪ੍ਰੇਰਿਤ ਕੀਤਾ ਅਤੇ ਫਾਇਰਿੰਗ ਦੇ ਮਿਆਰੀ ਪ੍ਰਦਰਸ਼ਨ ਦੀ ਸ਼ਲਾਘਾ ਕੀਤੀ। ਸਮਾਗਮ ਦੌਰਾਨ ਸਾਰੇ ਯੂਨਿਟਾਂ ਦੇ ਸਟਾਫ ਅਫਸਰ ਵੀ ਹਾਜ਼ਰ ਸਨ। bbox=[301, 245, 586, 300]
article-photo-ceremony bbox=[8, 820, 100, 918]
print-mark bbox=[861, 9, 870, 14]
reg-dot-black bbox=[795, 1268, 805, 1278]
print-mark bbox=[861, 2, 870, 7]
article-body: ਕੇਜੀਐਫ ਨੇ ਸ਼ਾਨਦਾਰ ਪ੍ਰਦਰਸ਼ਨ ਕਰਦਿਆਂ ਰਿਸ਼ੀ ਬ੍ਰਦਰਜ਼ ਟੀ20 ਟੂਰਨਾਮੈਂਟ ਸੀਜਨ 4 ਦੇ ਫਾਈਨਲ ਵਿੱਚ ਸ਼ਾਰ ਸੁਪਰ ਕਿੰਗਜ਼ ਨੂੰ 5 ਵਿਕਟਾਂ ਨਾਲ ਹਰਾ ਕੇ ਖਿਤਾਬ ਆਪਣੇ ਨਾਮ ਕੀਤਾ। ਪਹਿਲਾਂ ਬੱਲੇਬਾਜ਼ੀ ਕਰਦਿਆਂ ਸ਼ਾਰ ਸੁਪਰ ਕਿੰਗਜ਼ ਨੇ ਨਿਰਧਾਰਤ 20 ਓਵਰਾਂ ਵਿੱਚ 180 ਦੌੜਾਂ ਬਣਾਈਆਂ। ਜਵਾਬ ਵਿੱਚ ਕੇਜੀਐਫ ਨੇ 19.1 ਓਵਰਾਂ ਵਿੱਚ ਟੀਚਾ ਪੂਰਾ ਕਰ ਲਿਆ। ਓਪਨਰਾਂ ਨੇ 103 ਦੌੜਾਂ ਦੀ ਸਾਂਝੇਦਾਰੀ ਕਰਕੇ ਜਿੱਤ ਦੀ ਨੀਂਹ ਰੱਖੀ ਜਦਕਿ ਕਪਤਾਨ ਨੇ 15 ਗੇਂਦਾਂ ਵਿੱਚ 35 ਦੌੜਾਂ ਦੀ ਤੂਫਾਨੀ ਪਾਰੀ ਖੇਡੀ। ਮੈਨ ਆਫ ਦਾ ਮੈਚ ਨੇ 42 ਦੌੜਾਂ ਬਣਾਉਣ ਦੇ ਨਾਲ 2 ਵਿਕਟਾਂ ਵੀ ਲਈਆਂ। ਜੇਤੂ ਟੀਮ ਨੂੰ ਪ੍ਰਬੰਧਕਾਂ ਵੱਲੋਂ ਟਰਾਫੀ ਅਤੇ ਨਕਦ ਇਨਾਮ ਦੇ ਕੇ ਸਨਮਾਨਿਤ ਕੀਤਾ ਗਿਆ। ਇਸ ਮੌਕੇ ਇਲਾਕੇ ਦੀਆਂ ਪ੍ਰਮੁੱਖ ਸ਼ਖਸੀਅਤਾਂ ਅਤੇ ਵੱਡੀ ਗਿਣਤੀ ਵਿੱਚ ਕ੍ਰਿਕਟ ਪ੍ਰੇਮੀ ਹਾਜ਼ਰ ਸਨ। bbox=[8, 580, 295, 654]
press-tag: ✦ ਪੰਜਾਬ ਦਾ ਖੁਲਾਸਾ ✦ bbox=[599, 164, 693, 177]
reg-dot-magenta bbox=[415, 1268, 425, 1278]
article-colonies bbox=[450, 963, 862, 1258]
article-headline: ਐਨ.ਸੀ.ਸੀ. ਗਰੁੱਪ ਅੰਮ੍ਰਿਤਸਰ ਵੱਲੋਂ ਇੰਟਰ ਯੂਨਿਟ ਫਾਇਰਿੰਗ ਮੁਕਾਬਲੇ ਦਾ ਆਯੋਜਨ ਅਤੇ ਜੇਤੂਆਂ ਦਾ ਸਨਮਾਨ bbox=[306, 60, 581, 115]
article-headline: ਪੰਜਾਬ ਦੇ ਰਾਜਪਾਲ ਸ਼੍ਰੀ ਗੁਲਾਬ ਚੰਦ ਕਟਾਰੀਆ ਵੱਲੋਂ ਜੰਡਿਆਲਾ ਗੁਰੂ ਦੇ ਵਿਰਾਸਤੀ ਠਠਿਆਰਾ ਬਜ਼ਾਰ ਦਾ ਦੌਰਾ bbox=[8, 63, 295, 120]
reg-dot-black bbox=[445, 1268, 455, 1278]
reg-dot-cyan bbox=[50, 1268, 60, 1278]
champions-banner: CHAMPIONS bbox=[121, 495, 190, 509]
press-tag: ✦ ਪੰਜਾਬ ਦਾ ਖੁਲਾਸਾ ✦ bbox=[301, 121, 393, 134]
article-lead: ਕੁਝ ਅਣ-ਅਧਿਕਾਰਤ ਕਲੋਨੀਆਂ 'ਚ ਅਜੇ ਵੀ ਧੜੱਲੇ ਨਾਲ ਜਾਰੀ ਹੈ ਪਲਾਟਾਂ ਦੀ ਵਿਕਰੀ bbox=[450, 1080, 554, 1110]
press-tag: ✦ ਪੰਜਾਬ ਦਾ ਖੁਲਾਸਾ ✦ bbox=[301, 803, 391, 816]
reg-dot-gray bbox=[810, 1268, 820, 1278]
